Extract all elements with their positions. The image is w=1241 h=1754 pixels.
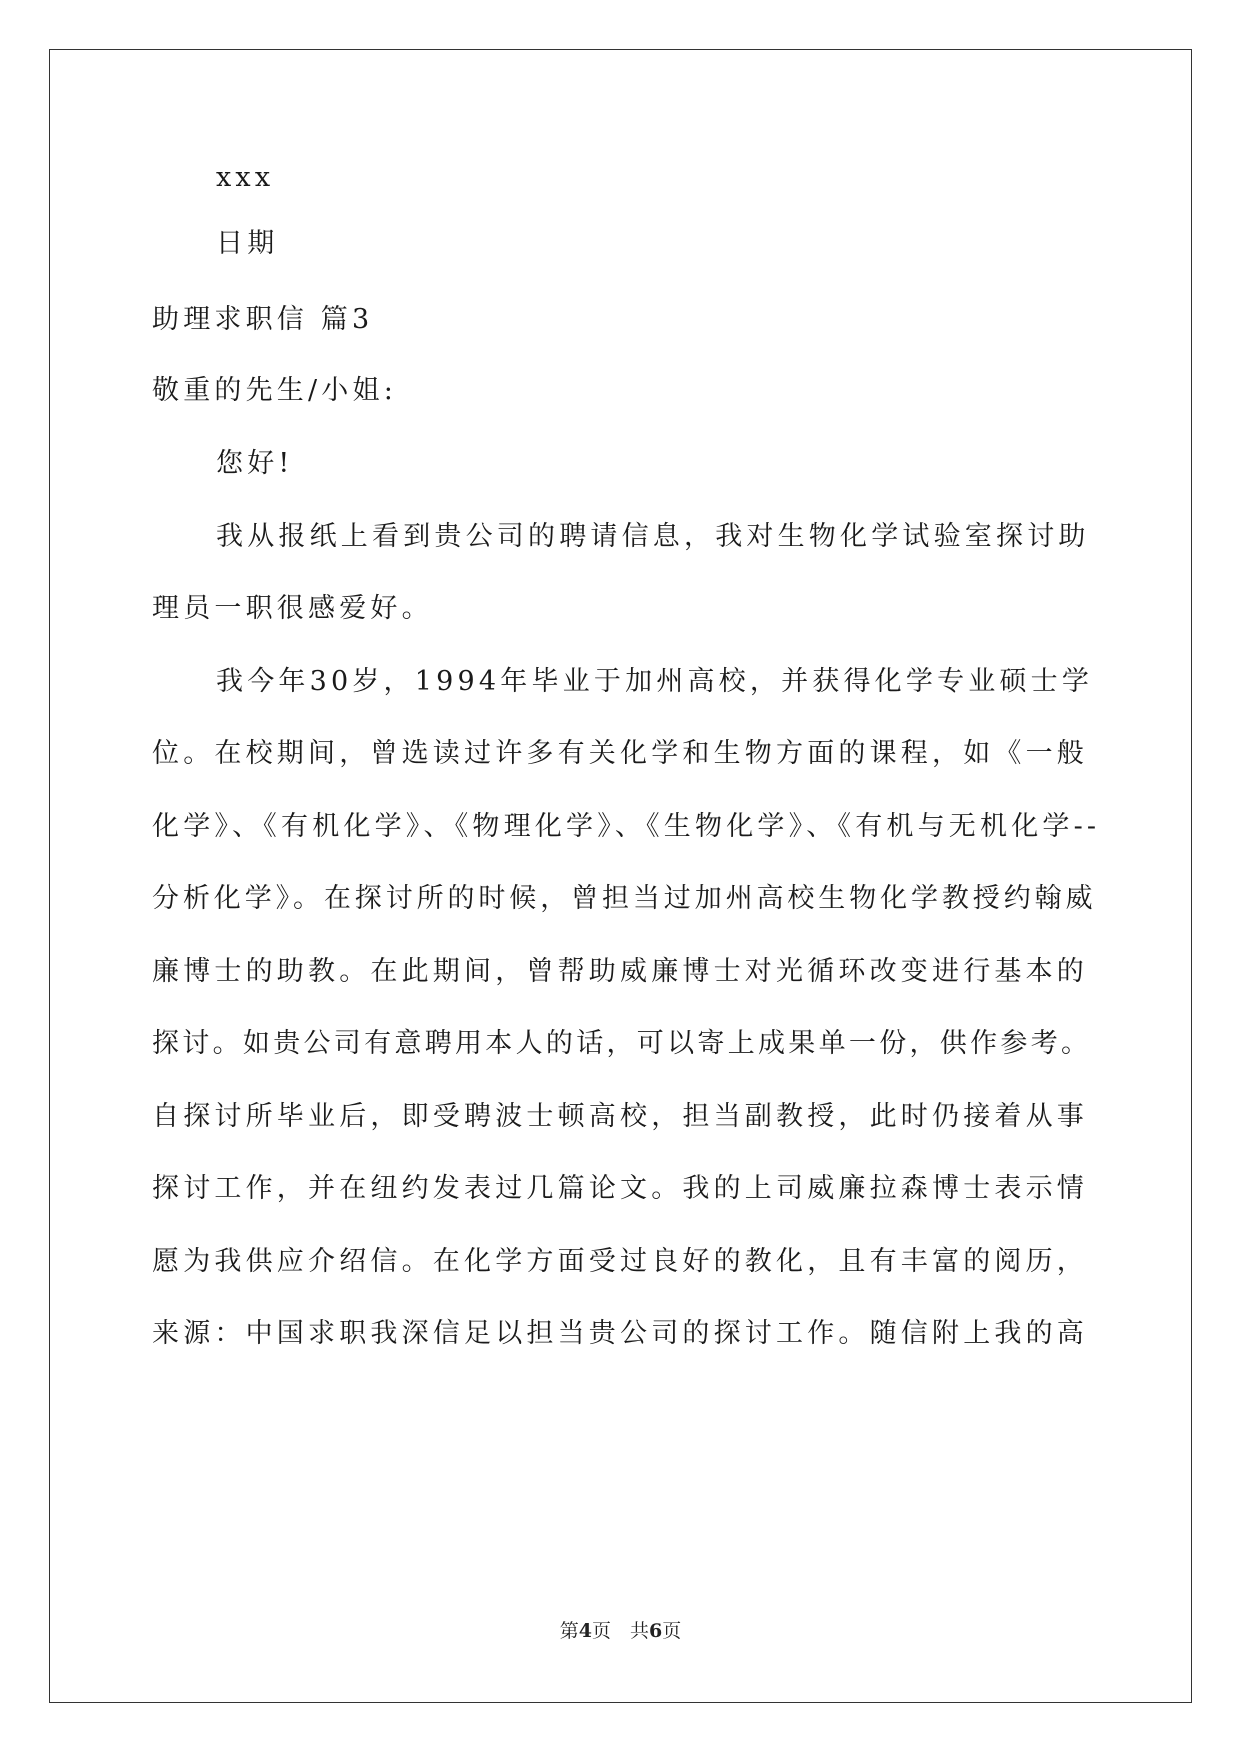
paragraph-line: 探讨工作，并在纽约发表过几篇论文。我的上司威廉拉森博士表示情 <box>152 1173 1088 1204</box>
paragraph-line: 来源：中国求职我深信足以担当贵公司的探讨工作。随信附上我的高 <box>152 1318 1088 1349</box>
salutation: 敬重的先生/小姐: <box>152 375 397 406</box>
section-heading: 助理求职信 篇3 <box>152 304 374 335</box>
current-page-number: 4 <box>578 1620 592 1642</box>
page-border <box>49 49 1192 1703</box>
greeting: 您好! <box>216 448 294 479</box>
paragraph-line: 我从报纸上看到贵公司的聘请信息，我对生物化学试验室探讨助 <box>216 521 1090 552</box>
paragraph-line: 位。在校期间，曾选读过许多有关化学和生物方面的课程，如《一般 <box>152 738 1088 769</box>
page-middle: 页 共 <box>591 1620 649 1642</box>
paragraph-line: 化学》、《有机化学》、《物理化学》、《生物化学》、《有机与无机化学-- <box>152 811 1101 842</box>
signature-date: 日期 <box>216 228 279 259</box>
total-page-number: 6 <box>649 1620 663 1642</box>
paragraph-line: 自探讨所毕业后，即受聘波士顿高校，担当副教授，此时仍接着从事 <box>152 1101 1088 1132</box>
paragraph-line: 愿为我供应介绍信。在化学方面受过良好的教化，且有丰富的阅历， <box>152 1246 1088 1277</box>
signature-name: xxx <box>216 162 275 193</box>
paragraph-line: 理员一职很感爱好。 <box>152 593 433 624</box>
paragraph-line: 分析化学》。在探讨所的时候，曾担当过加州高校生物化学教授约翰威 <box>152 883 1097 914</box>
paragraph-line: 廉博士的助教。在此期间，曾帮助威廉博士对光循环改变进行基本的 <box>152 956 1088 987</box>
page-footer <box>0 1619 1241 1643</box>
paragraph-line: 我今年30岁，1994年毕业于加州高校，并获得化学专业硕士学 <box>216 666 1094 697</box>
page-prefix: 第 <box>559 1620 579 1642</box>
page-suffix: 页 <box>662 1620 682 1642</box>
paragraph-line: 探讨。如贵公司有意聘用本人的话，可以寄上成果单一份，供作参考。 <box>152 1028 1092 1059</box>
